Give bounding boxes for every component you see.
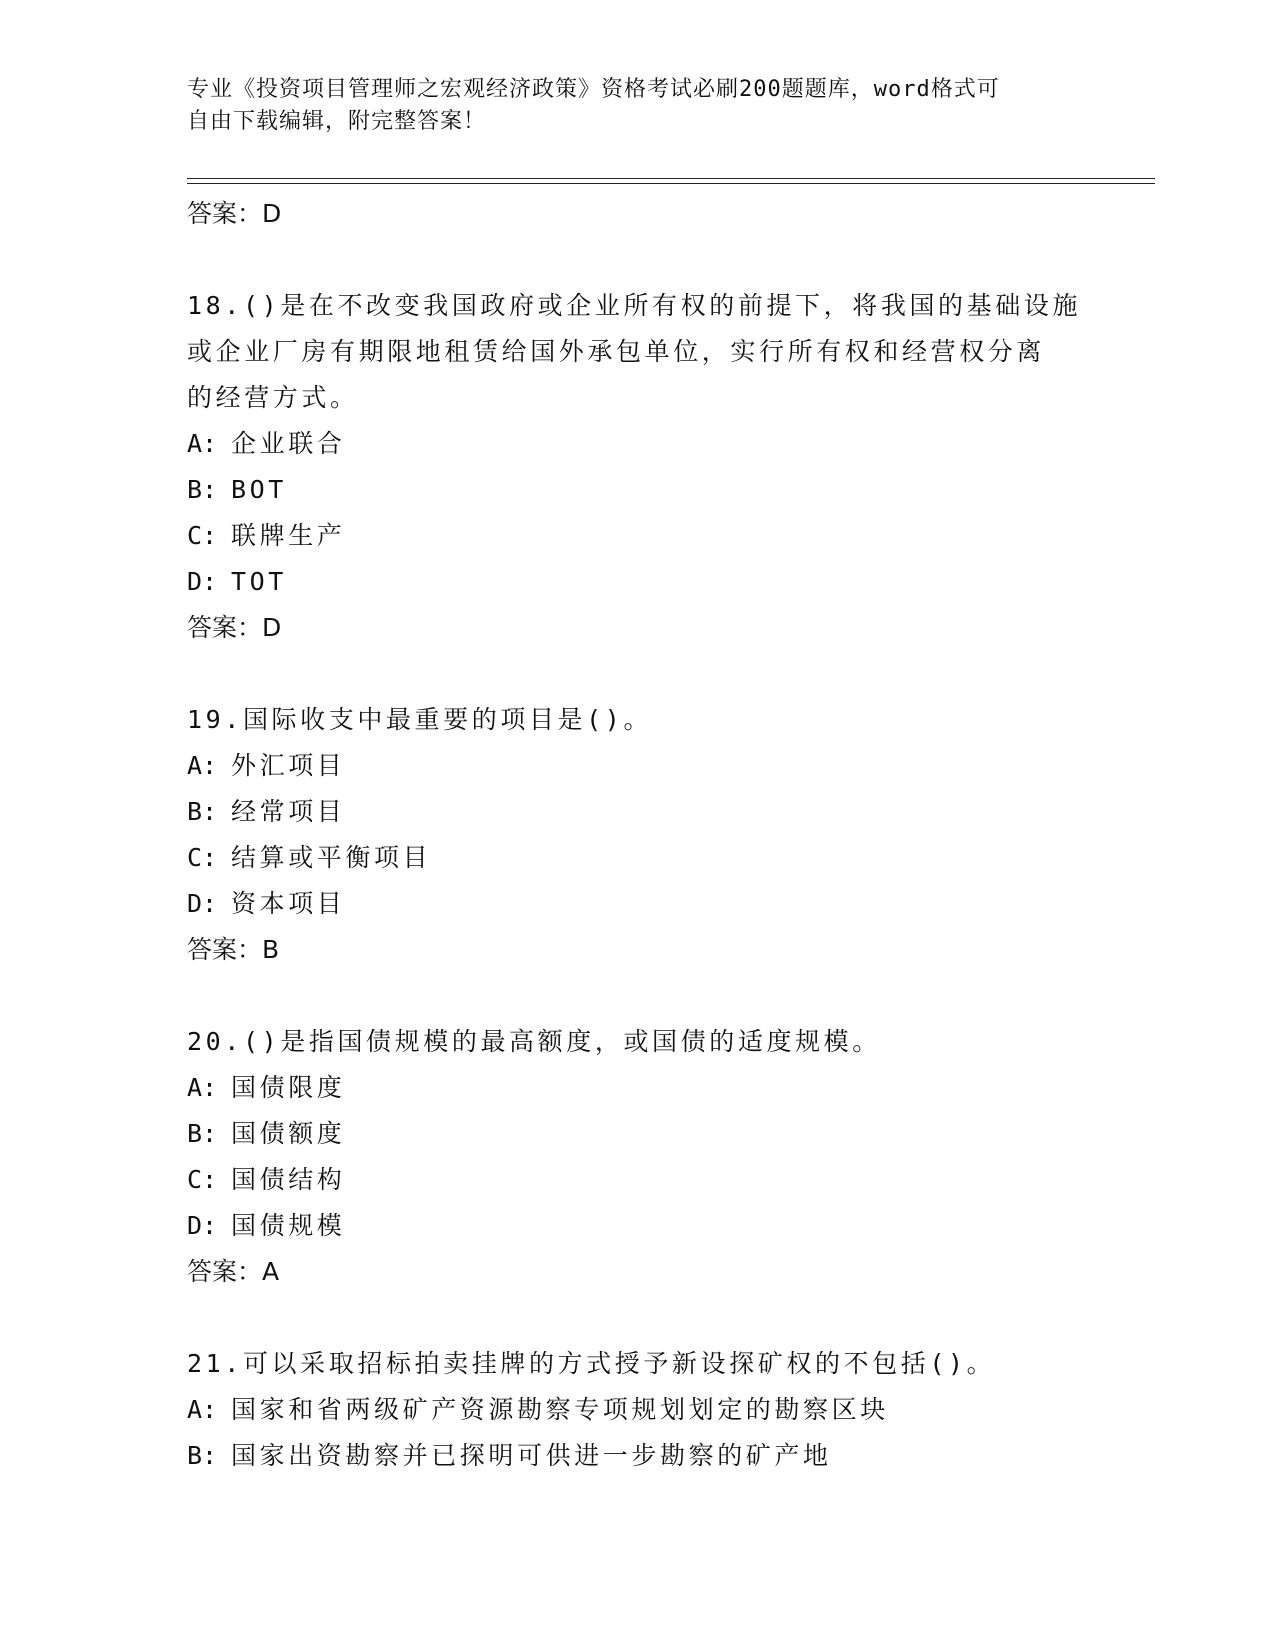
header-line-1: 专业《投资项目管理师之宏观经济政策》资格考试必刷200题题库，word格式可	[187, 77, 1000, 102]
option-text: 国债结构	[231, 1165, 346, 1194]
question-text	[187, 283, 1082, 421]
question-text	[187, 1341, 1077, 1387]
document-header	[187, 74, 1067, 138]
option-text: 联牌生产	[231, 521, 346, 550]
option-text: 经常项目	[231, 797, 346, 826]
option-d	[187, 881, 1087, 927]
option-letter: B:	[187, 475, 218, 504]
question-text-line: 的经营方式。	[187, 383, 359, 412]
option-d	[187, 1203, 1087, 1249]
option-text: 外汇项目	[231, 751, 346, 780]
question-text-line: 或企业厂房有期限地租赁给国外承包单位，实行所有权和经营权分离	[187, 337, 1046, 366]
option-letter: A:	[187, 429, 218, 458]
question-text-line: 21.可以采取招标拍卖挂牌的方式授予新设探矿权的不包括()。	[187, 1349, 996, 1378]
header-divider-top	[187, 178, 1155, 179]
option-c	[187, 513, 1087, 559]
option-text: 国家和省两级矿产资源勘察专项规划划定的勘察区块	[231, 1395, 889, 1424]
option-letter: A:	[187, 1073, 218, 1102]
option-b	[187, 789, 1087, 835]
option-letter: C:	[187, 521, 218, 550]
question-list	[187, 191, 1087, 1479]
option-text: 国债规模	[231, 1211, 346, 1240]
answer-line: 答案：D	[187, 199, 282, 228]
option-d	[187, 559, 1087, 605]
header-divider-bottom	[187, 183, 1155, 184]
option-a	[187, 1065, 1087, 1111]
question-item	[187, 1341, 1087, 1479]
option-text: 结算或平衡项目	[231, 843, 432, 872]
option-text: TOT	[231, 567, 287, 596]
option-text: BOT	[231, 475, 287, 504]
question-text-line: 20.()是指国债规模的最高额度，或国债的适度规模。	[187, 1027, 881, 1056]
answer-line: 答案：B	[187, 935, 280, 964]
option-letter: C:	[187, 843, 218, 872]
answer-line: 答案：D	[187, 613, 282, 642]
question-item	[187, 1019, 1087, 1295]
option-letter: B:	[187, 1119, 218, 1148]
option-b	[187, 467, 1087, 513]
option-text: 资本项目	[231, 889, 346, 918]
option-text: 国家出资勘察并已探明可供进一步勘察的矿产地	[231, 1441, 832, 1470]
option-b	[187, 1111, 1087, 1157]
option-a	[187, 1387, 1087, 1433]
option-letter: D:	[187, 567, 218, 596]
option-text: 国债限度	[231, 1073, 346, 1102]
header-line-2: 自由下载编辑，附完整答案！	[187, 109, 487, 134]
option-letter: D:	[187, 1211, 218, 1240]
option-b	[187, 1433, 1087, 1479]
option-a	[187, 743, 1087, 789]
question-text-line: 18.()是在不改变我国政府或企业所有权的前提下，将我国的基础设施	[187, 291, 1082, 320]
question-text	[187, 1019, 1077, 1065]
option-text: 国债额度	[231, 1119, 346, 1148]
option-letter: A:	[187, 1395, 218, 1424]
option-c	[187, 835, 1087, 881]
option-a	[187, 421, 1087, 467]
question-text	[187, 697, 1077, 743]
option-text: 企业联合	[231, 429, 346, 458]
answer-line: 答案：A	[187, 1257, 280, 1286]
question-item	[187, 697, 1087, 973]
option-letter: D:	[187, 889, 218, 918]
option-letter: C:	[187, 1165, 218, 1194]
option-c	[187, 1157, 1087, 1203]
option-letter: B:	[187, 1441, 218, 1470]
option-letter: A:	[187, 751, 218, 780]
option-letter: B:	[187, 797, 218, 826]
question-text-line: 19.国际收支中最重要的项目是()。	[187, 705, 653, 734]
question-item	[187, 283, 1087, 651]
